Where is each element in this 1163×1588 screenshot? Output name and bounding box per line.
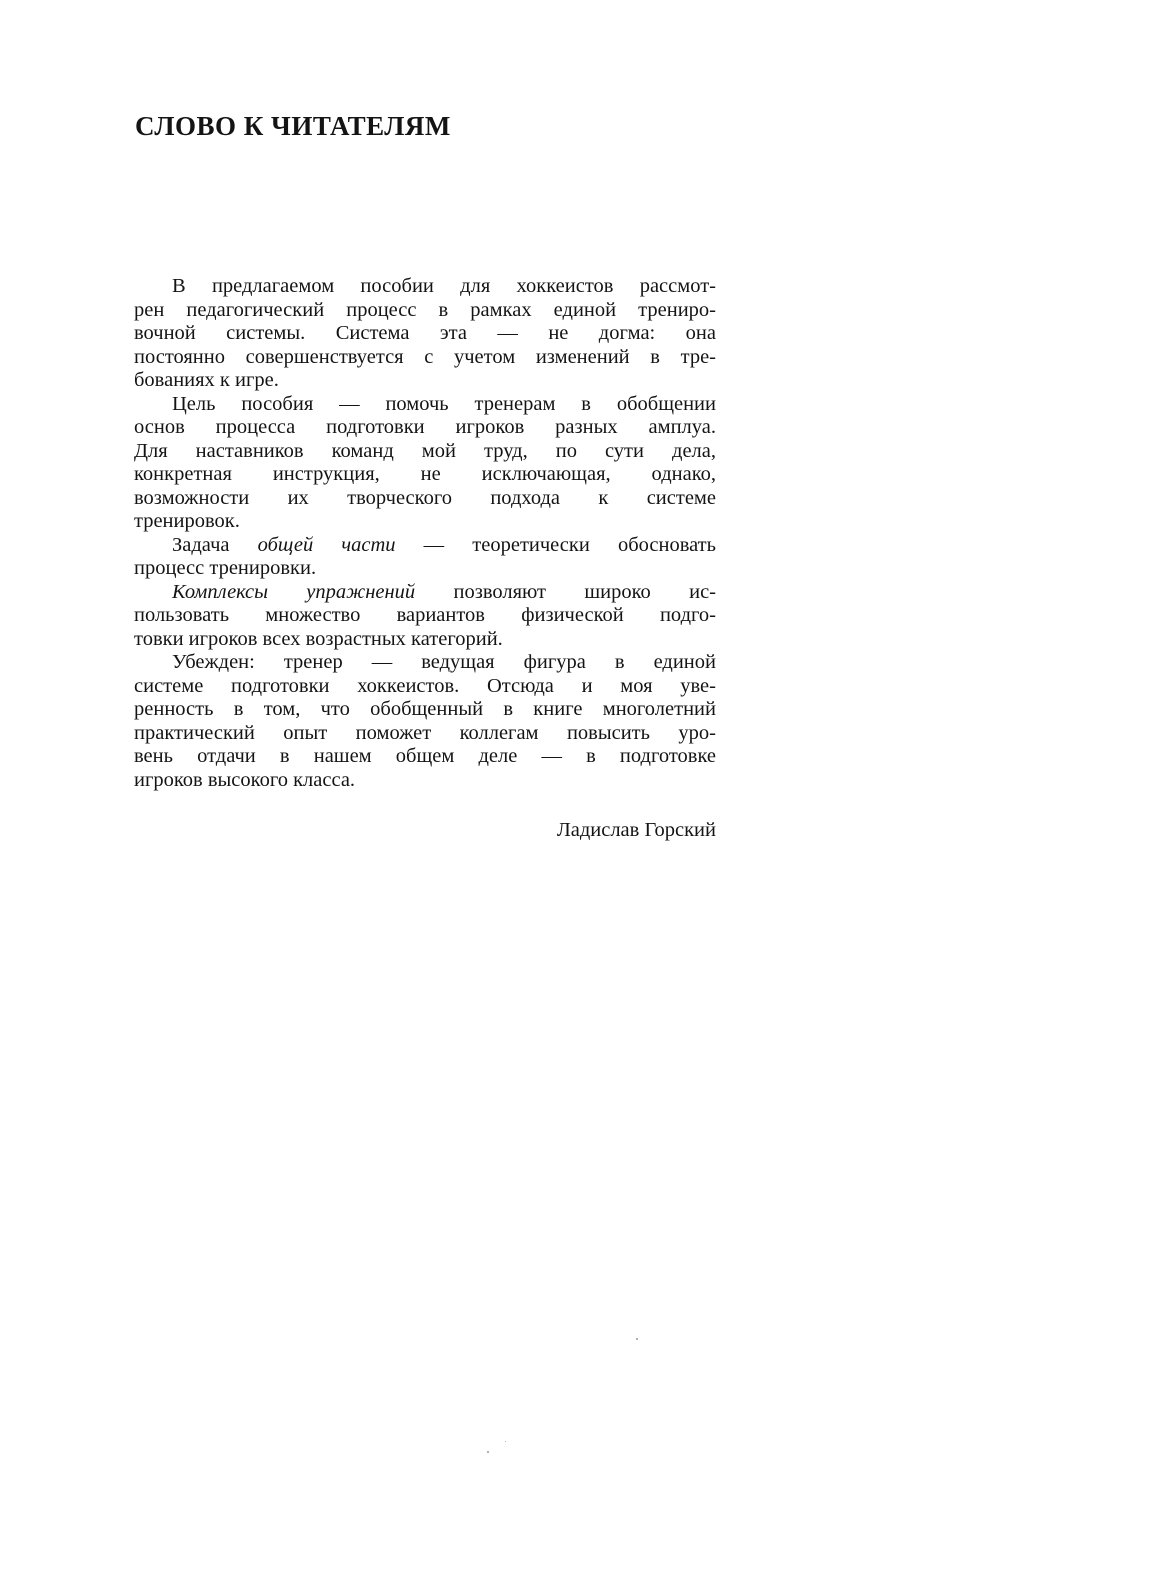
text-run: пользовать множество вариантов физической подго- <box>134 604 716 626</box>
text-line <box>134 275 716 299</box>
text-run: возможности их творческого подхода к системе <box>134 486 716 509</box>
text-line <box>134 628 716 652</box>
text-run: ренность в том, что обобщенный в книге многолетний <box>134 698 716 720</box>
text-line <box>134 393 716 417</box>
text-run: В предлагаемом пособии для хоккеистов рассмот- <box>172 275 716 297</box>
text-line <box>134 581 716 605</box>
text-run: бованиях к игре. <box>134 369 279 391</box>
text-line <box>134 369 716 393</box>
text-run: игроков высокого класса. <box>134 768 356 791</box>
text-line <box>134 440 716 464</box>
text-line <box>134 557 716 581</box>
scan-speck <box>636 1338 638 1340</box>
author-signature: Ладислав Горский <box>556 819 716 841</box>
text-line <box>134 299 716 323</box>
text-run: тренировок. <box>134 510 240 532</box>
text-run: товки игроков всех возрастных категорий. <box>134 627 503 650</box>
text-run: вочной системы. Система эта — не догма: она <box>134 322 716 344</box>
italic-term: общей части <box>257 533 396 556</box>
text-line <box>134 651 716 675</box>
text-run: постоянно совершенствуется с учетом изменений в тре- <box>134 345 716 368</box>
text-line <box>134 534 716 558</box>
text-run: практический опыт поможет коллегам повысить уро- <box>134 721 716 744</box>
text-run: процесс тренировки. <box>134 557 317 579</box>
text-line <box>134 487 716 511</box>
text-line <box>134 675 716 699</box>
text-run: основ процесса подготовки игроков разных амплуа. <box>134 416 716 438</box>
scan-speck <box>505 1441 506 1442</box>
text-run: — теоретически обосновать <box>395 533 716 556</box>
text-line <box>134 769 716 793</box>
text-run: вень отдачи в нашем общем деле — в подготовке <box>134 745 716 767</box>
preface-text <box>134 275 716 792</box>
text-run: Убежден: тренер — ведущая фигура в единой <box>172 651 716 673</box>
text-run: Для наставников команд мой труд, по сути дела, <box>134 439 716 462</box>
text-run: Задача <box>172 533 258 556</box>
text-run: конкретная инструкция, не исключающая, однако, <box>134 463 716 485</box>
text-line <box>134 510 716 534</box>
text-run: позволяют широко ис- <box>415 580 716 603</box>
text-run: системе подготовки хоккеистов. Отсюда и моя уве- <box>134 674 716 697</box>
page-title: СЛОВО К ЧИТАТЕЛЯМ <box>135 111 451 141</box>
text-line <box>134 322 716 346</box>
text-run: Цель пособия — помочь тренерам в обобщении <box>172 392 716 415</box>
text-line <box>134 416 716 440</box>
text-line <box>134 346 716 370</box>
text-line <box>134 698 716 722</box>
scan-speck <box>487 1451 489 1453</box>
text-line <box>134 722 716 746</box>
text-line <box>134 745 716 769</box>
text-line <box>134 463 716 487</box>
text-run: рен педагогический процесс в рамках единой трениро- <box>134 298 716 321</box>
italic-term: Комплексы упражнений <box>172 580 416 603</box>
text-line <box>134 604 716 628</box>
